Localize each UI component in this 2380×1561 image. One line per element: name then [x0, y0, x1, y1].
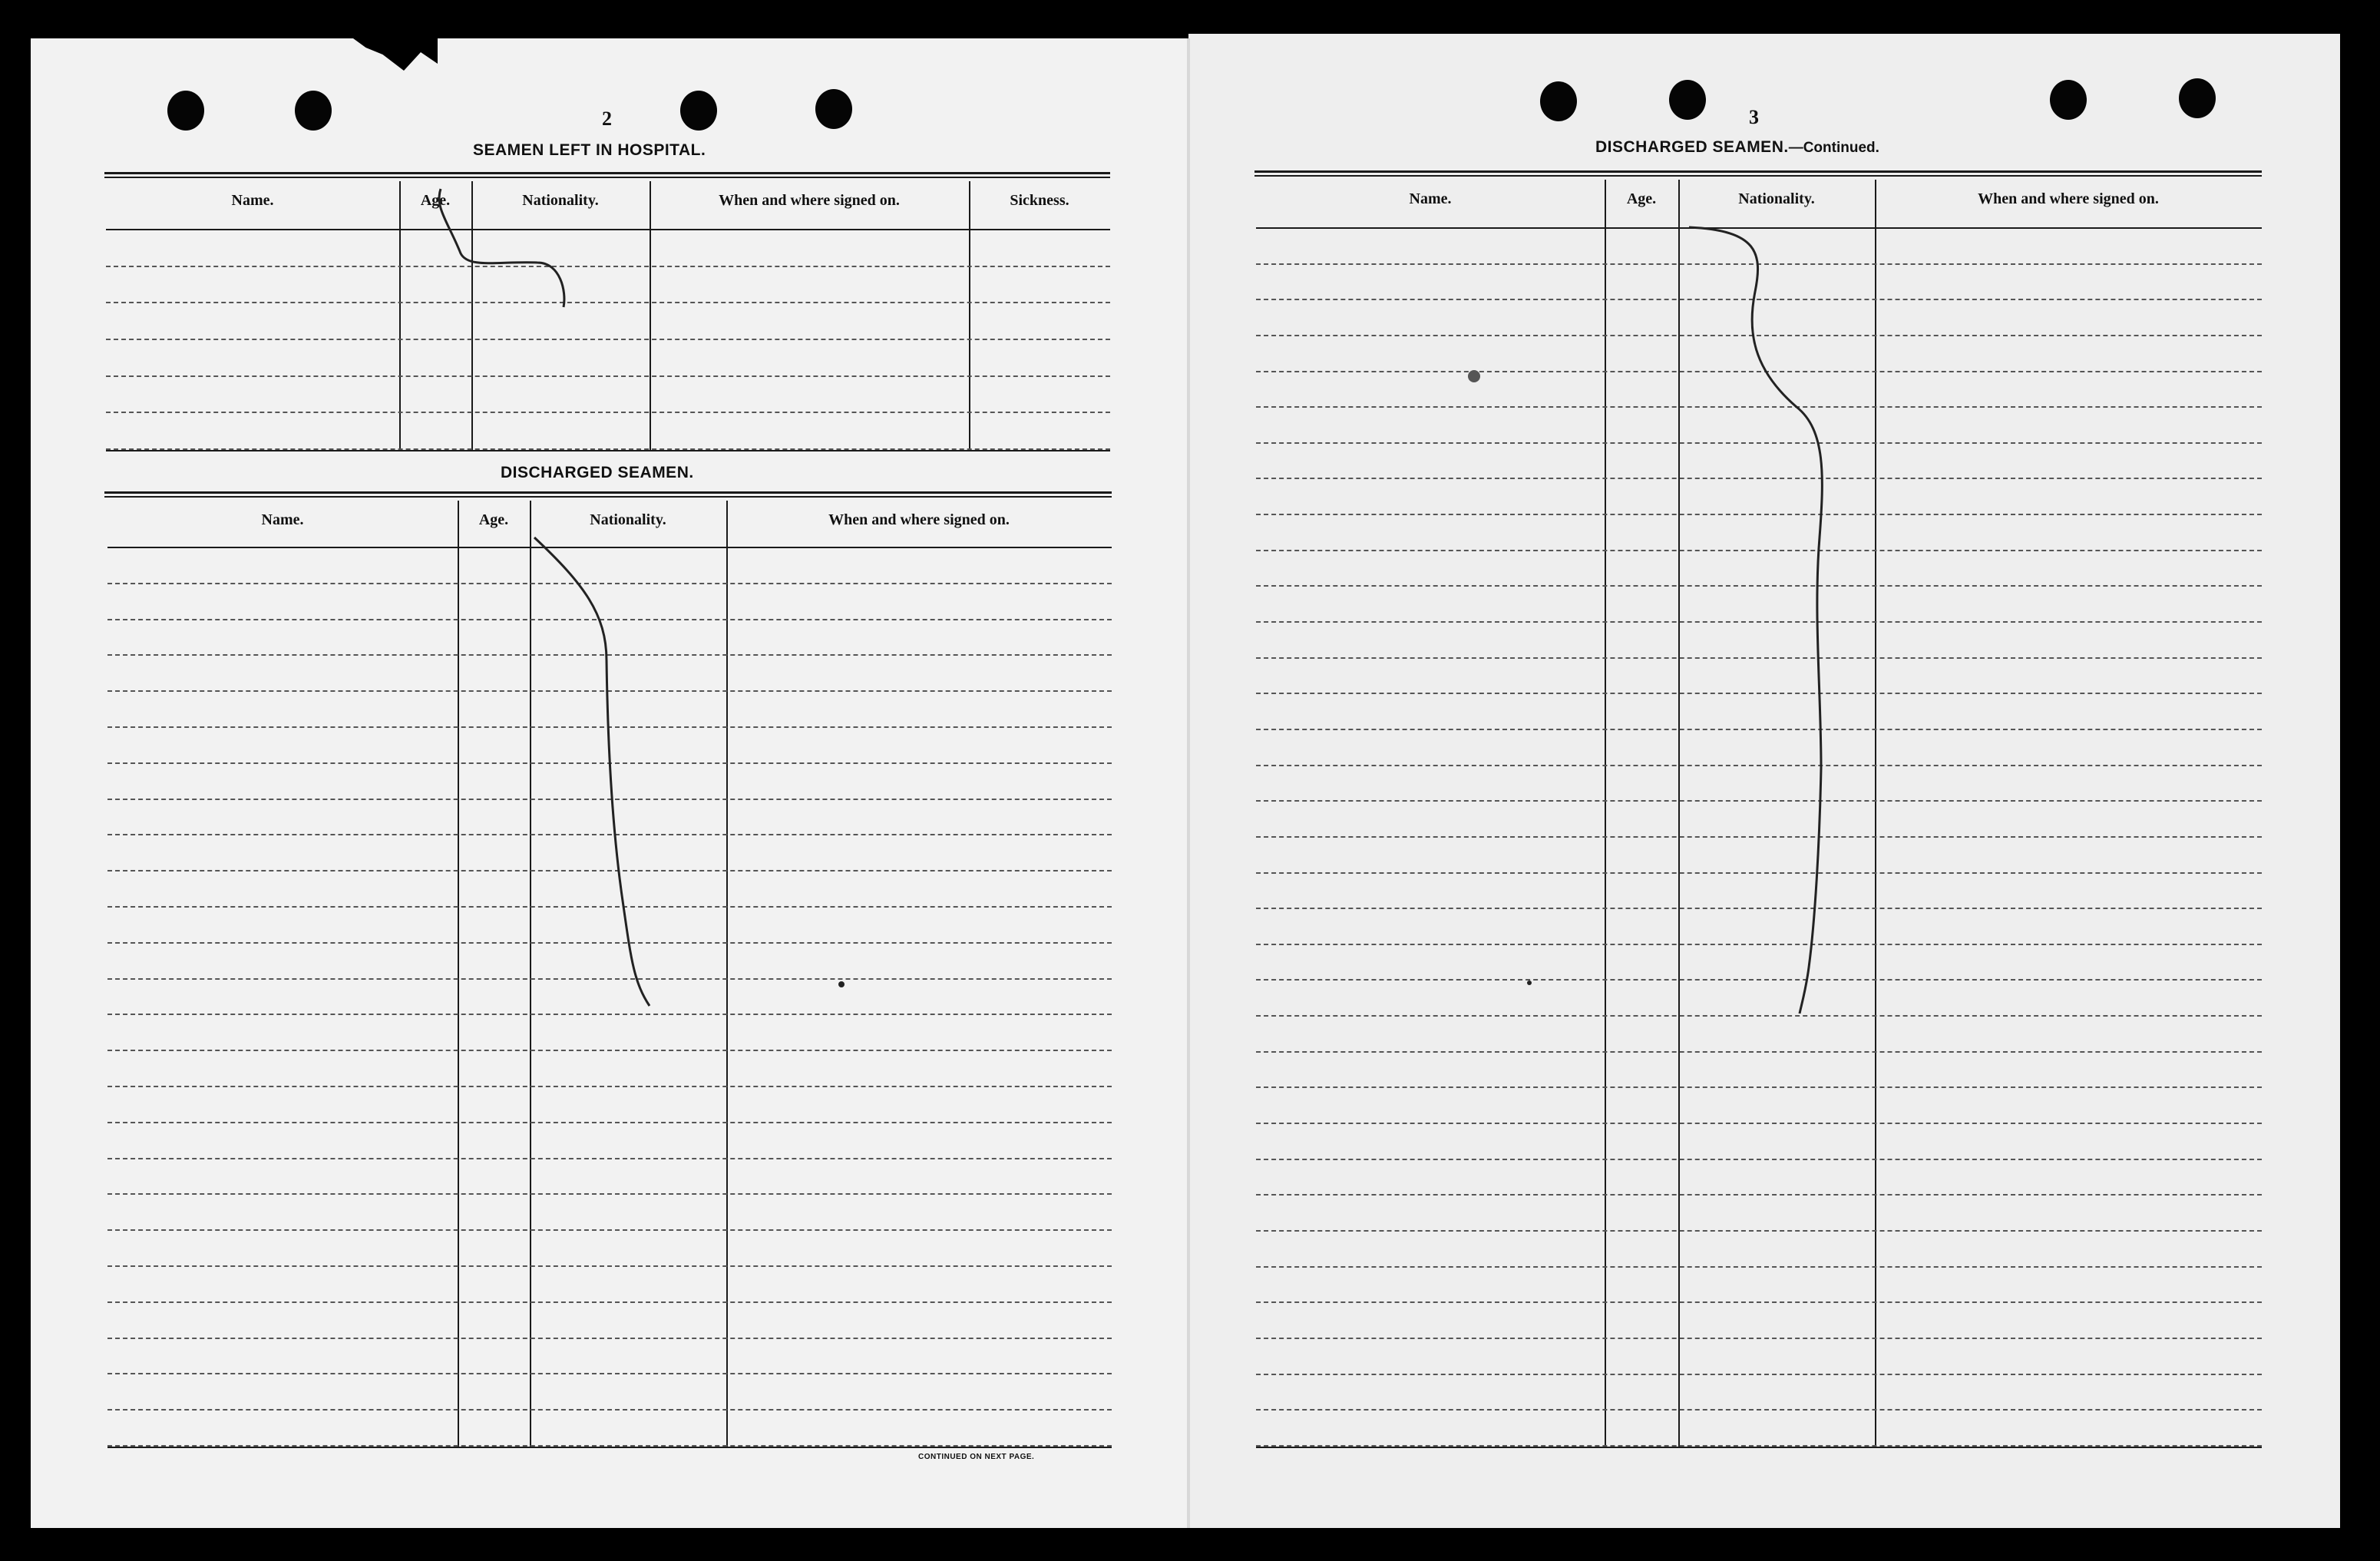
column-header-nationality: Nationality. — [590, 511, 666, 528]
column-header-nationality: Nationality. — [1738, 190, 1815, 207]
continued-suffix: —Continued. — [1788, 140, 1879, 156]
section-title: DISCHARGED SEAMEN. — [1595, 138, 1789, 156]
strike-mark — [439, 189, 564, 307]
column-header-name: Name. — [261, 511, 304, 528]
column-header-age: Age. — [1626, 190, 1657, 207]
ink-spot — [1468, 370, 1480, 382]
section-title-hospital: SEAMEN LEFT IN HOSPITAL. — [473, 141, 706, 159]
column-header-signed-on: When and where signed on. — [1978, 190, 2159, 207]
page-number: 3 — [1749, 106, 1759, 128]
ink-spot — [838, 981, 845, 987]
page-number: 2 — [602, 107, 612, 130]
column-header-nationality: Nationality. — [522, 192, 599, 209]
column-header-age: Age. — [420, 192, 451, 209]
column-header-signed-on: When and where signed on. — [719, 192, 900, 209]
continued-note: CONTINUED ON NEXT PAGE. — [918, 1453, 1035, 1461]
strike-mark — [1689, 227, 1822, 1014]
column-header-signed-on: When and where signed on. — [828, 511, 1010, 528]
column-header-name: Name. — [231, 192, 274, 209]
column-header-sickness: Sickness. — [1010, 192, 1069, 209]
section-title-discharged: DISCHARGED SEAMEN. — [501, 464, 694, 481]
column-header-age: Age. — [478, 511, 509, 528]
ink-spot — [1527, 981, 1532, 985]
strike-mark — [534, 537, 650, 1006]
column-header-name: Name. — [1409, 190, 1452, 207]
